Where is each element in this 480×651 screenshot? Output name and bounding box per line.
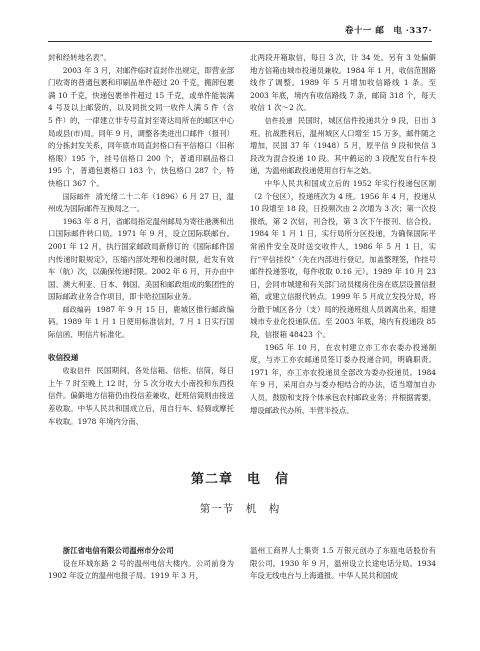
paragraph bbox=[250, 115, 436, 178]
right-column bbox=[250, 52, 436, 417]
bottom-left-column bbox=[48, 545, 234, 583]
bottom-right-column bbox=[250, 545, 436, 583]
paragraph bbox=[48, 191, 234, 216]
paragraph: 中华人民共和国成立后的 1952 年实行投递包区制（2 个包区），投递班次为 4 班。1956 年 4 月，投递从 10 段增至 18 段，日投频次由 2 次增为 3 次；第一次投报纸，第 2 次信，刊合投，第 3 次下午报刊、信合投。1984 年 1 月 1 日，实行局所分区投递，为确保国际平常函件安全及时送交收件人，1986 年 5 月 1 日，实行“平信挂投”（先在内部进行登记，加盖整理签，作挂号邮件投递签收，每件收取 0.16 元）。1989 年 10 月 23 日，会同市城建和有关部门动员楼房住房在底层设置信报箱，或建立信报代转点。1999 年 5 月成立发投分局，将分散于城区各分（支）局的投递班组人员调离出来，组建城市专业化投递队伍。至 2003 年底，境内有投递段 85 段，信报箱 48423 个。 bbox=[250, 178, 436, 340]
paragraph: 1963 年 8 月，省邮局指定温州邮局为寄往港澳和出口国际邮件转口局。1971 年 9 月，设立国际联邮台。2001 年 12 月，执行国家邮政局新修订的《国际邮件国内传递时限规定》，压缩内部处理和投递时限，赶发有效车（航）次，以确保传递时限。2002 年 6 月，开办由中国、澳大利亚、日本、韩国、美国和邮政组成的集团性的国际邮政业务合作项目，即卡哈拉国际业务。 bbox=[48, 216, 234, 302]
paragraph-text: 民国时，城区信件投递共分 9 段，日出 3 班。抗战胜利后，温州城区人口增至 15 万多，邮件随之增加，民国 37 年（1948）5 月，原平信 9 段和快信 3 段改为混合投递 10 段。其中鹤运的 3 段配发自行车投递，为温州邮政投递使用自行车之始。 bbox=[250, 115, 437, 176]
paragraph-text: 1987 年 9 月 15 日，鹿城区推行邮政编码。1989 年 1 月 1 日使用标准信封，7 月 1 日实行国际信函、明信片标准化。 bbox=[48, 304, 235, 340]
keyword: 收取信件 bbox=[62, 367, 92, 376]
company-name: 浙江省电信有限公司温州市分公司 bbox=[62, 546, 174, 555]
paragraph bbox=[48, 365, 234, 428]
running-head: 卷十一 邮 电 ·337· bbox=[344, 26, 432, 36]
paragraph: 封和经转地名表”。 bbox=[48, 53, 111, 62]
paragraph bbox=[48, 304, 234, 342]
paragraph: 设在环城东路 2 号的温州电信大楼内。公司前身为 1902 年设立的温州电报子局。1919 年 3 月， bbox=[48, 558, 234, 581]
header-rule bbox=[48, 41, 432, 42]
paragraph-text: 清光绪二十二年（1896）6 月 27 日，温州成为国际邮件互换局之一。 bbox=[48, 191, 234, 214]
paragraph: 1965 年 10 月，在农村建立亦工亦农委办投递制度，与亦工亦农邮递员签订委办投递合同，明确职责。1971 年，亦工亦农投递员全部改为委办投递员。1984 年 9 月，采用自办与委办相结合的办法，适当增加自办人员，鼓励和支持个体承包农村邮政业务；并根据需要，增设邮政代办所、半营半投点、 bbox=[250, 342, 436, 415]
paragraph: 北两段开箱取信，每日 3 次，计 34 处。另有 3 处偏僻地方信箱由城市投递员兼收。1984 年 1 月，收信范围路线作了调整。1989 年 5 月增加收信路线 1 条。至 2003 年底，境内有收信路线 7 条，邮筒 318 个，每天收信 1 次～2 次。 bbox=[250, 53, 436, 113]
paragraph-text: 民国期间，各处信箱、信柜、信筒，每日上午 7 时至晚上 12 时，分 5 次分收大小南投和东西投信件。偏僻地方信箱仍由投信差兼收，赶班信筒则由接送差收取。中华人民共和国成立后，用自行车、轻骑或摩托车收取。1978 年境内分南、 bbox=[48, 366, 234, 426]
chapter-title: 第二章 电 信 bbox=[190, 472, 289, 487]
paragraph: 温州工商界人士集资 1.5 万银元创办了东瓯电话股份有限公司。1930 年 9 月，温州设立长途电话分局。1934 年设无线电台与上海通报。中华人民共和国成 bbox=[250, 546, 436, 581]
keyword: 信件投递 bbox=[264, 116, 293, 125]
paragraph: 2003 年 3 月，对邮件临时直封作出规定，即营业部门收寄的普通包裹和印刷品单件超过 20 千克，搬卸包裹满 10 千克，快递包裹单件超过 15 千克，或单件能装满 4 号及以上邮袋的，以及同批交同一收件人满 5 件（含 5 件）的，一律建立非专号直封至寄达局所在的邮区中心局或县(市)局。同年 9 月，调整各类进出口邮件（报刊）的分拣封发关系，同年底市局直封格口有平信格口（旧称格眼）195 个，挂号信格口 200 个，普通印刷品格口 195 个，普通包裹格口 183 个，快包格口 287 个，特快格口 367 个。 bbox=[48, 65, 234, 188]
keyword: 邮政编码 bbox=[62, 305, 92, 314]
keyword: 国际邮件 bbox=[62, 192, 91, 201]
section-title: 第一节 机 构 bbox=[199, 503, 281, 515]
subsection-heading: 收信投递 bbox=[48, 352, 79, 362]
left-column bbox=[48, 52, 234, 428]
